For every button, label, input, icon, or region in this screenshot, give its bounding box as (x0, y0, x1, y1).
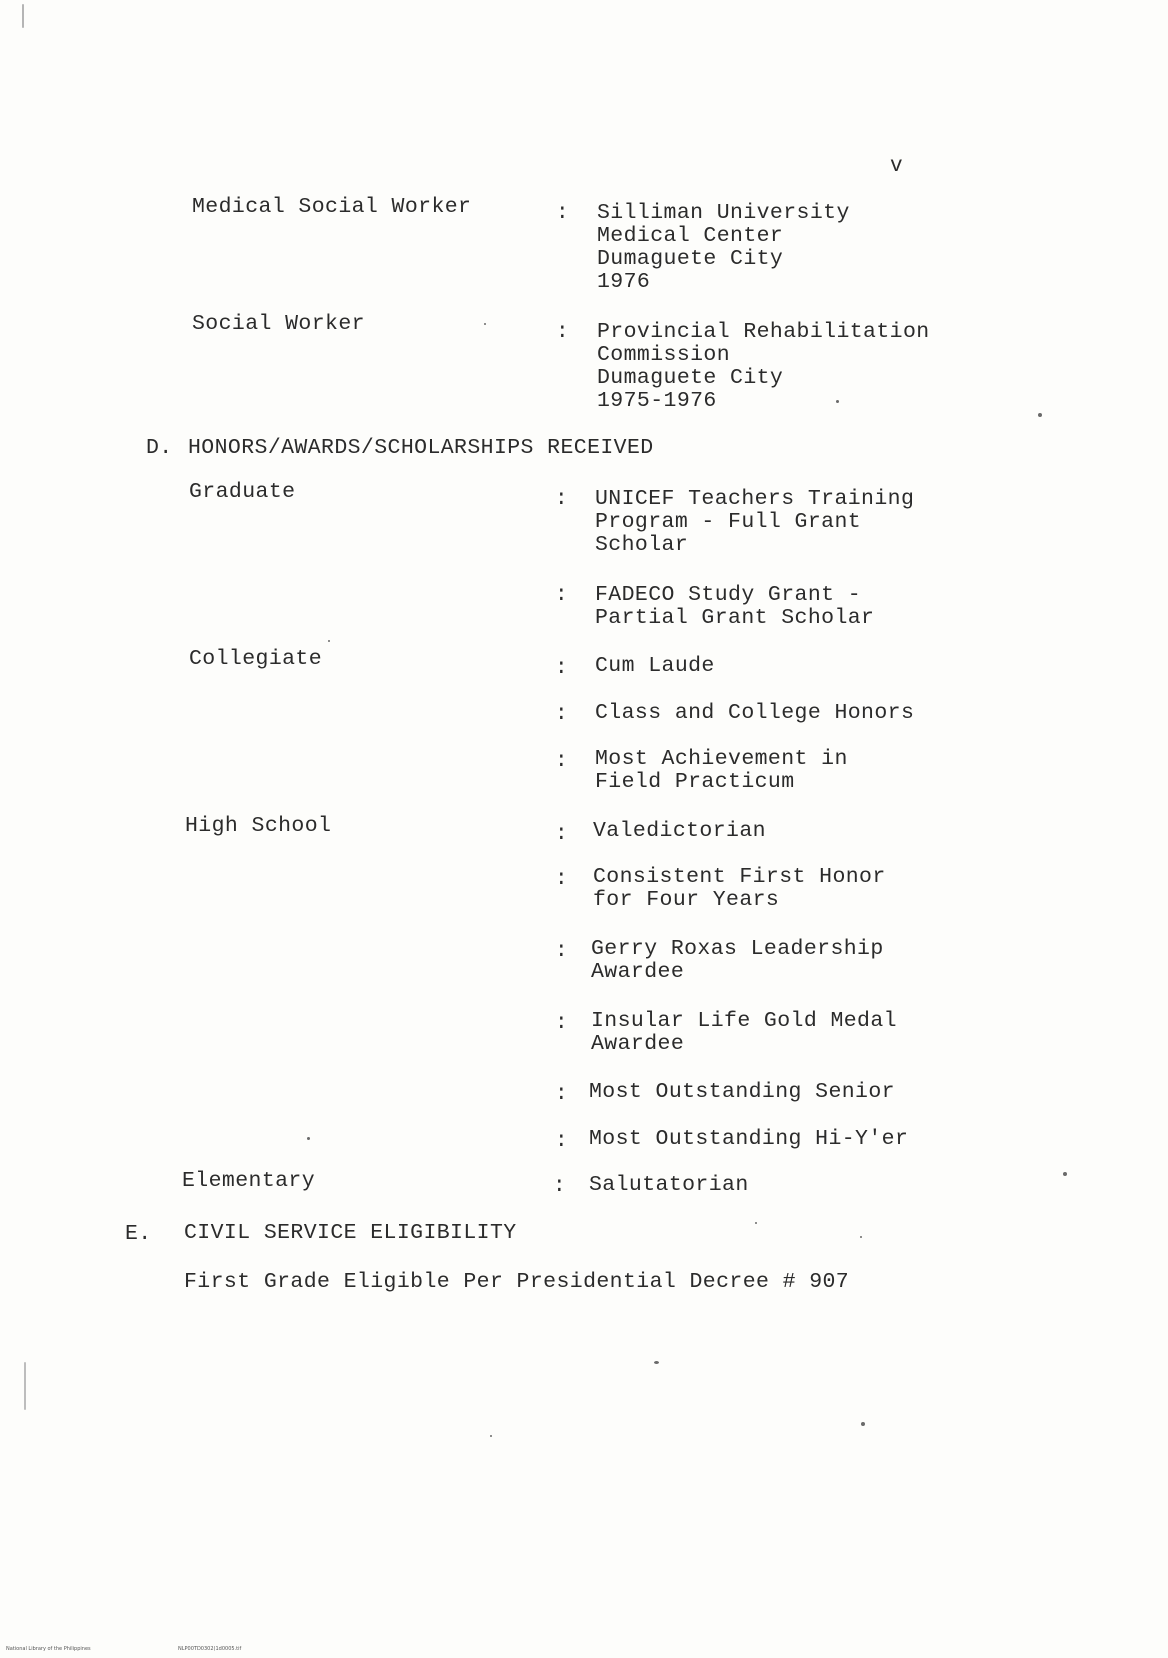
colon: : (555, 488, 568, 511)
section-d-letter: D. (146, 436, 173, 460)
footer-file: NLP00TD0302(1d0005.tif (178, 1646, 242, 1652)
employment-position-2: Social Worker (192, 312, 365, 336)
scan-speck (307, 1137, 310, 1140)
scan-speck (861, 1422, 865, 1426)
section-d-title: HONORS/AWARDS/SCHOLARSHIPS RECEIVED (188, 436, 654, 460)
scan-speck (328, 640, 330, 642)
honor-item: Most Achievement in Field Practicum (595, 747, 848, 794)
employment-position-1: Medical Social Worker (192, 195, 472, 219)
page-number: v (890, 155, 904, 178)
colon: : (555, 1083, 568, 1106)
colon: : (556, 202, 569, 225)
honor-item: Most Outstanding Senior (589, 1080, 895, 1104)
honor-item: UNICEF Teachers Training Program - Full Grant Scholar (595, 487, 915, 557)
honor-level-collegiate: Collegiate (189, 647, 323, 671)
honor-level-elementary: Elementary (182, 1169, 316, 1193)
colon: : (555, 703, 568, 726)
scan-speck (654, 1361, 659, 1364)
honor-level-graduate: Graduate (189, 480, 296, 504)
colon: : (555, 750, 568, 773)
scan-speck (755, 1222, 757, 1224)
scan-speck (22, 4, 24, 28)
colon: : (555, 657, 568, 680)
honor-item: Valedictorian (593, 819, 766, 843)
honor-item: Class and College Honors (595, 701, 915, 725)
colon: : (553, 1175, 566, 1198)
colon: : (555, 1012, 568, 1035)
scan-speck (1063, 1172, 1067, 1176)
scan-speck (24, 1362, 26, 1410)
colon: : (555, 940, 568, 963)
civil-service-text: First Grade Eligible Per Presidential Decree # 907 (184, 1270, 850, 1294)
honor-item: Most Outstanding Hi-Y'er (589, 1127, 909, 1151)
footer-library: National Library of the Philippines (6, 1646, 91, 1652)
honor-item: FADECO Study Grant - Partial Grant Scholar (595, 583, 875, 630)
scan-speck (836, 400, 839, 403)
scan-speck (484, 323, 486, 325)
employment-details-1: Silliman University Medical Center Dumaguete City 1976 (597, 201, 850, 294)
honor-level-high-school: High School (185, 814, 332, 838)
employment-details-2: Provincial Rehabilitation Commission Dumaguete City 1975-1976 (597, 320, 930, 413)
section-e-title: CIVIL SERVICE ELIGIBILITY (184, 1221, 517, 1245)
scan-speck (490, 1435, 492, 1437)
honor-item: Salutatorian (589, 1173, 749, 1197)
honor-item: Consistent First Honor for Four Years (593, 865, 886, 912)
colon: : (555, 584, 568, 607)
colon: : (555, 823, 568, 846)
scan-speck (1038, 413, 1042, 417)
honor-item: Gerry Roxas Leadership Awardee (591, 937, 884, 984)
colon: : (555, 868, 568, 891)
colon: : (556, 321, 569, 344)
honor-item: Insular Life Gold Medal Awardee (591, 1009, 897, 1056)
section-e-letter: E. (125, 1222, 152, 1246)
honor-item: Cum Laude (595, 654, 715, 678)
scan-speck (860, 1236, 862, 1238)
colon: : (555, 1130, 568, 1153)
